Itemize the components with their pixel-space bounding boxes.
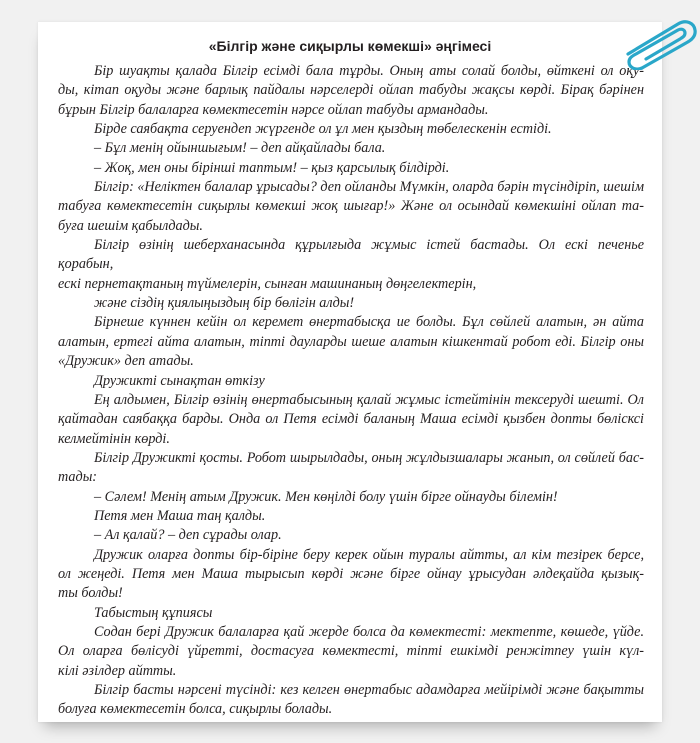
text-line: – Бұл менің ойыншығым! – деп айқайлады бала.: [94, 140, 386, 157]
text-line: «Дружик» деп атады.: [58, 353, 194, 370]
text-line: тады:: [58, 469, 98, 486]
text-line: ды, кітап оқуды және барлық пайдалы нәрселерді ойлап табуды жақсы көрді. Бірақ бәрінен: [58, 82, 644, 99]
text-line: кілі әзілдер айтты.: [58, 662, 177, 679]
text-line: табуға көмектесетін сиқырлы көмекші жоқ шығар!» Және ол осындай көмекшіні ойлап та-: [58, 198, 644, 215]
text-line: келмейтінін көрді.: [58, 430, 170, 447]
story-title: «Білгір және сиқырлы көмекші» әңгімесі: [208, 38, 492, 54]
text-line: және сіздің қиялыңыздың бір бөлігін алды!: [94, 295, 355, 312]
text-line: – Ал қалай? – деп сұрады олар.: [94, 527, 282, 544]
text-line: буға шешім қабылдады.: [58, 217, 203, 234]
text-line: бұрын Білгір балаларға көмектесетін нәрсе ойлап табуды армандады.: [58, 101, 489, 118]
text-line: Бір шуақты қалада Білгір есімді бала тұрды. Оның аты солай болды, өйткені ол оқу-: [94, 63, 644, 79]
text-line: болуға көмектесетін болса, сиқырлы болады.: [58, 701, 333, 718]
text-line: Петя мен Маша таң қалды.: [94, 507, 266, 524]
text-line: Бірнеше күннен кейін ол керемет өнертабысқа ие болды. Бұл сөйлей алатын, ән айта: [94, 314, 644, 331]
text-line: қайтадан саябаққа барды. Онда ол Петя есімді баланың Маша есімді қызбен допты бөлісксі: [58, 411, 644, 428]
text-line: – Сәлем! Менің атым Дружик. Мен көңілді болу үшін бірге ойнауды білемін!: [94, 488, 558, 505]
text-line: алатын, ертегі айта алатын, тіпті дауларды шеше алатын кішкентай робот еді. Білгір оны: [58, 333, 644, 350]
text-line: Ең алдымен, Білгір өзінің өнертабысының қалай жұмыс істейтінін тексеруді шешті. Ол: [94, 391, 644, 408]
text-line: ты болды!: [58, 585, 123, 602]
text-line: Содан бері Дружик балаларға қай жерде болса да көмектесті: мектепте, көшеде, үйде.: [94, 623, 644, 640]
paperclip-icon: [620, 10, 700, 70]
text-line: Білгір басты нәрсені түсінді: кез келген өнертабыс адамдарға мейірімді және бақытты: [94, 682, 644, 698]
document-page: [38, 22, 662, 722]
text-line: ол жеңеді. Петя мен Маша тырысып көрді және бірге ойнау ұрысудан әлдеқайда қызық-: [58, 565, 644, 582]
text-line: Білгір өзінің шеберханасында құрылғыда жұмыс істей бастады. Ол ескі печенье қорабын,: [58, 237, 644, 273]
text-line: Табыстың құпиясы: [94, 604, 213, 621]
text-line: Дружикті сынақтан өткізу: [94, 372, 265, 389]
text-line: ескі пернетақтаның түймелерін, сынған машинаның дөңгелектерін,: [58, 275, 477, 292]
story-body: [58, 62, 644, 720]
text-line: – Жоқ, мен оны бірінші таптым! – қыз қарсылық білдірді.: [94, 159, 450, 176]
text-line: Дружик оларға допты бір-біріне беру керек ойын туралы айтты, ал кім тезірек берсе,: [94, 546, 644, 563]
text-line: Білгір Дружикті қосты. Робот шырылдады, оның жұлдызшалары жанып, ол сөйлей бас-: [94, 449, 644, 466]
text-line: Білгір: «Неліктен балалар ұрысады? деп ойланды Мүмкін, оларда бәрін түсіндіріп, шешім: [94, 179, 644, 196]
text-line: Бірде саябақта серуендеп жүргенде ол ұл мен қыздың төбелескенін естіді.: [94, 121, 552, 138]
text-line: Ол оларға бөлісуді үйретті, достасуға көмектесті, тіпті ешкімді ренжітпеу үшін күл-: [58, 643, 644, 660]
